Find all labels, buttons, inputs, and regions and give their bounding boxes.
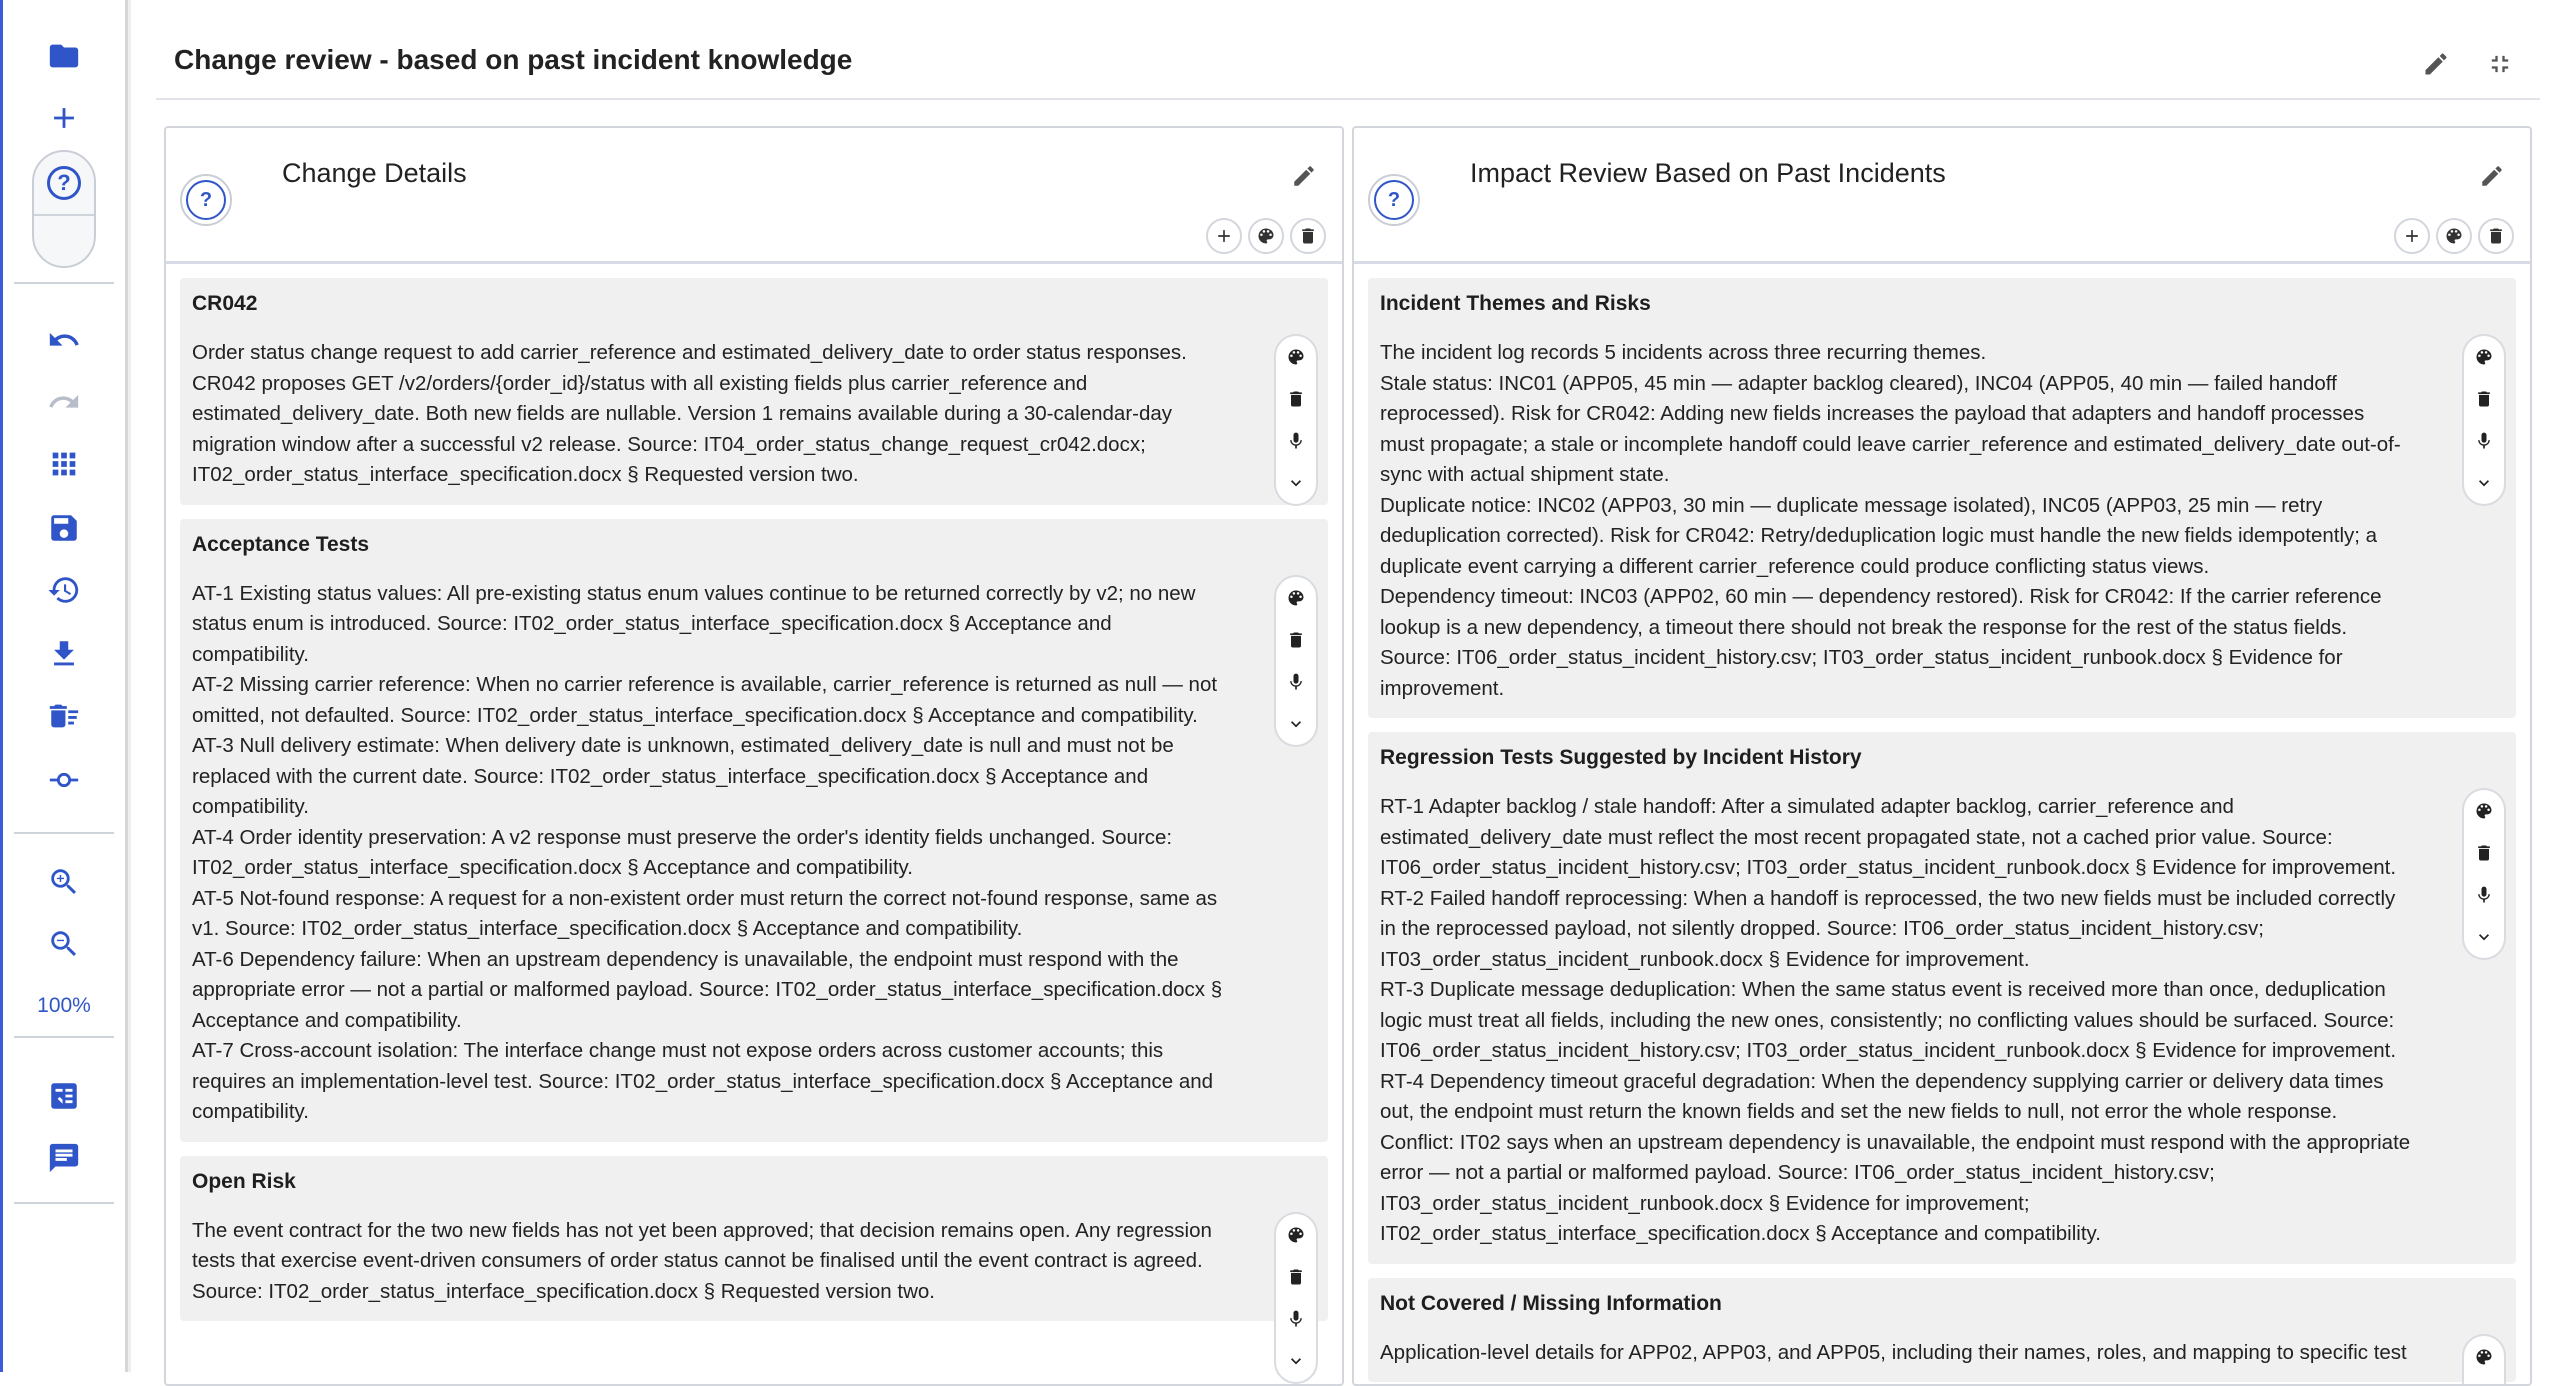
card-text-line: AT-7 Cross-account isolation: The interface change must not expose orders across customer accounts; this (192, 1036, 1248, 1067)
zoom-in-icon[interactable] (40, 858, 88, 906)
card-text-line: RT-2 Failed handoff reprocessing: When a handoff is reprocessed, the two new fields must be included correctly (1380, 884, 2436, 915)
dictate-button[interactable] (1281, 426, 1311, 456)
card-text-line: IT02_order_status_interface_specification.docx § Acceptance and compatibility. (192, 853, 1248, 884)
folder-icon[interactable] (40, 32, 88, 80)
card-text-line: lookup is a new dependency, a timeout there should not break the response for the rest of the status fields. (1380, 613, 2436, 644)
rail-divider (14, 282, 114, 284)
panel-title: Impact Review Based on Past Incidents (1470, 158, 1946, 189)
trash-icon (1286, 630, 1306, 650)
card-text-line: IT03_order_status_incident_runbook.docx § Evidence for improvement. (1380, 945, 2436, 976)
rail-divider (14, 1036, 114, 1038)
card-text-line: Conflict: IT02 says when an upstream dependency is unavailable, the endpoint must respond with the appropriate (1380, 1128, 2436, 1159)
card-text-line: IT02_order_status_interface_specification.docx § Acceptance and compatibility. (1380, 1219, 2436, 1250)
card-color-button[interactable] (2469, 796, 2499, 826)
panel-title: Change Details (282, 158, 467, 189)
content-card (180, 1156, 1328, 1322)
card-text-line: The incident log records 5 incidents across three recurring themes. (1380, 338, 2436, 369)
card-text-line: The event contract for the two new fields has not yet been approved; that decision remains open. Any regression (192, 1216, 1248, 1247)
dictate-button[interactable] (1281, 1304, 1311, 1334)
microphone-icon (1286, 672, 1306, 692)
expand-card-button[interactable] (1281, 1346, 1311, 1376)
save-icon[interactable] (40, 504, 88, 552)
rail-divider (14, 832, 114, 834)
palette-icon (2474, 1347, 2494, 1367)
chevron-down-icon (1286, 1351, 1306, 1371)
download-icon[interactable] (40, 630, 88, 678)
delete-card-button[interactable] (2469, 838, 2499, 868)
card-text-line: RT-1 Adapter backlog / stale handoff: After a simulated adapter backlog, carrier_reference and (1380, 792, 2436, 823)
card-text-line: improvement. (1380, 674, 2436, 705)
card-title: CR042 (192, 292, 1248, 316)
card-text-line: sync with actual shipment state. (1380, 460, 2436, 491)
card-toolbar (2462, 788, 2506, 960)
impact-review-panel (1352, 126, 2532, 1386)
rail-divider (14, 1202, 114, 1204)
card-color-button[interactable] (2469, 1342, 2499, 1372)
trash-icon (2474, 843, 2494, 863)
card-text-line: appropriate error — not a partial or malformed payload. Source: IT02_order_status_interface_specification.docx § (192, 975, 1248, 1006)
card-text-line: requires an implementation-level test. Source: IT02_order_status_interface_specification.docx § Acceptance and (192, 1067, 1248, 1098)
card-list (1368, 278, 2516, 1386)
card-list (180, 278, 1328, 1335)
card-text-line: Duplicate notice: INC02 (APP03, 30 min — duplicate message isolated), INC05 (APP03, 25 min — retry (1380, 491, 2436, 522)
delete-card-button[interactable] (2469, 384, 2499, 414)
plus-icon (1214, 226, 1234, 246)
card-text-line: AT-2 Missing carrier reference: When no carrier reference is available, carrier_reference is returned as null — not (192, 670, 1248, 701)
dictate-button[interactable] (2469, 880, 2499, 910)
rail-edge (0, 0, 3, 1372)
help-icon[interactable]: ? (186, 180, 226, 220)
card-text-line: error — not a partial or malformed payload. Source: IT06_order_status_incident_history.csv; (1380, 1158, 2436, 1189)
card-color-button[interactable] (1281, 1220, 1311, 1250)
card-color-button[interactable] (1281, 583, 1311, 613)
trash-icon (1286, 389, 1306, 409)
card-text-line: CR042 proposes GET /v2/orders/{order_id}/status with all existing fields plus carrier_reference and (192, 369, 1248, 400)
card-text-line: tests that exercise event-driven consumers of order status cannot be finalised until the event contract is agreed. (192, 1246, 1248, 1277)
palette-icon (2474, 801, 2494, 821)
card-toolbar (1274, 1212, 1318, 1384)
microphone-icon (1286, 1309, 1306, 1329)
card-text-line: Source: IT02_order_status_interface_specification.docx § Requested version two. (192, 1277, 1248, 1308)
card-title: Open Risk (192, 1170, 1248, 1194)
panel-toolbar (1206, 218, 1326, 254)
delete-panel-button[interactable] (1290, 218, 1326, 254)
card-title: Not Covered / Missing Information (1380, 1292, 2436, 1316)
card-text-line: AT-3 Null delivery estimate: When delivery date is unknown, estimated_delivery_date is null and must not be (192, 731, 1248, 762)
microphone-icon (2474, 885, 2494, 905)
delete-list-icon[interactable] (40, 692, 88, 740)
card-text-line: omitted, not defaulted. Source: IT02_order_status_interface_specification.docx § Acceptance and compatibility. (192, 701, 1248, 732)
card-toolbar (1274, 575, 1318, 747)
edit-title-button[interactable] (2416, 44, 2456, 84)
card-title: Regression Tests Suggested by Incident History (1380, 746, 2436, 770)
expand-card-button[interactable] (2469, 468, 2499, 498)
delete-panel-button[interactable] (2478, 218, 2514, 254)
palette-icon (1286, 1225, 1306, 1245)
card-color-button[interactable] (1281, 342, 1311, 372)
delete-card-button[interactable] (1281, 625, 1311, 655)
card-text-line: v1. Source: IT02_order_status_interface_specification.docx § Acceptance and compatibility. (192, 914, 1248, 945)
card-text-line: Dependency timeout: INC03 (APP02, 60 min — dependency restored). Risk for CR042: If the carrier reference (1380, 582, 2436, 613)
card-text-line: AT-5 Not-found response: A request for a non-existent order must return the correct not-found response, same as (192, 884, 1248, 915)
palette-icon (2444, 226, 2464, 246)
trash-icon (2474, 389, 2494, 409)
chevron-down-icon (1286, 714, 1306, 734)
trash-icon (2486, 226, 2506, 246)
card-text-line: Order status change request to add carrier_reference and estimated_delivery_date to order status responses. (192, 338, 1248, 369)
card-text-line: estimated_delivery_date. Both new fields are nullable. Version 1 remains available during a 30-calendar-day (192, 399, 1248, 430)
card-title: Acceptance Tests (192, 533, 1248, 557)
card-color-button[interactable] (2469, 342, 2499, 372)
card-text-line: replaced with the current date. Source: IT02_order_status_interface_specification.docx § Acceptance and (192, 762, 1248, 793)
palette-icon (1286, 588, 1306, 608)
trash-icon (1298, 226, 1318, 246)
card-toolbar (2462, 1334, 2506, 1386)
tool-rail (0, 0, 128, 1372)
panel-color-button[interactable] (1248, 218, 1284, 254)
collapse-button[interactable] (2480, 44, 2520, 84)
card-text-line: Acceptance and compatibility. (192, 1006, 1248, 1037)
palette-icon (1286, 347, 1306, 367)
add-card-button[interactable] (1206, 218, 1242, 254)
help-divider (34, 214, 94, 216)
content-card (1368, 1278, 2516, 1383)
history-icon[interactable] (40, 566, 88, 614)
pencil-icon (2422, 50, 2450, 78)
card-text-line: AT-1 Existing status values: All pre-existing status enum values continue to be returned correctly by v2; no new (192, 579, 1248, 610)
dictate-button[interactable] (1281, 667, 1311, 697)
card-text-line: IT06_order_status_incident_history.csv; IT03_order_status_incident_runbook.docx § Evidence for improvement. (1380, 1036, 2436, 1067)
help-icon[interactable]: ? (1374, 180, 1414, 220)
zoom-level: 100% (20, 994, 108, 1018)
card-text-line: RT-4 Dependency timeout graceful degradation: When the dependency supplying carrier or delivery data times (1380, 1067, 2436, 1098)
delete-card-button[interactable] (1281, 1262, 1311, 1292)
card-text-line: IT06_order_status_incident_history.csv; IT03_order_status_incident_runbook.docx § Evidence for improvement. (1380, 853, 2436, 884)
apps-grid-icon[interactable] (40, 440, 88, 488)
card-text-line: RT-3 Duplicate message deduplication: When the same status event is received more than once, deduplication (1380, 975, 2436, 1006)
card-text-line: IT03_order_status_incident_runbook.docx § Evidence for improvement; (1380, 1189, 2436, 1220)
card-text-line: Stale status: INC01 (APP05, 45 min — adapter backlog cleared), INC04 (APP05, 40 min — failed handoff (1380, 369, 2436, 400)
card-toolbar (1274, 334, 1318, 506)
edit-panel-button[interactable] (1286, 158, 1322, 194)
card-text-line: status enum is introduced. Source: IT02_order_status_interface_specification.docx § Acceptance and (192, 609, 1248, 640)
expand-card-button[interactable] (1281, 709, 1311, 739)
card-text-line: reprocessed). Risk for CR042: Adding new fields increases the payload that adapters and handoff processes (1380, 399, 2436, 430)
card-text-line: AT-6 Dependency failure: When an upstream dependency is unavailable, the endpoint must respond with the (192, 945, 1248, 976)
card-text-line: out, the endpoint must return the known fields and set the new fields to null, not error the whole response. (1380, 1097, 2436, 1128)
delete-card-button[interactable] (1281, 384, 1311, 414)
content-card (1368, 278, 2516, 718)
plus-icon (2402, 226, 2422, 246)
content-card (180, 519, 1328, 1142)
card-text-line: deduplication corrected). Risk for CR042: Retry/deduplication logic must handle the new fields idempotently; a (1380, 521, 2436, 552)
content-card (1368, 732, 2516, 1264)
panel-toolbar (2394, 218, 2514, 254)
card-text-line: compatibility. (192, 792, 1248, 823)
change-details-panel (164, 126, 1344, 1386)
pencil-icon (1291, 163, 1317, 189)
checklist-icon[interactable] (40, 1072, 88, 1120)
chevron-down-icon (1286, 473, 1306, 493)
trash-icon (1286, 1267, 1306, 1287)
expand-card-button[interactable] (1281, 468, 1311, 498)
microphone-icon (2474, 431, 2494, 451)
pencil-icon (2479, 163, 2505, 189)
card-text-line: Application-level details for APP02, APP03, and APP05, including their names, roles, and mapping to specific test (1380, 1338, 2436, 1369)
fullscreen-exit-icon (2486, 50, 2514, 78)
palette-icon (2474, 347, 2494, 367)
card-text-line: AT-4 Order identity preservation: A v2 response must preserve the order's identity fields unchanged. Source: (192, 823, 1248, 854)
commit-icon[interactable] (40, 756, 88, 804)
card-text-line: migration window after a successful v2 release. Source: IT04_order_status_change_request_cr042.docx; (192, 430, 1248, 461)
card-text-line: compatibility. (192, 640, 1248, 671)
card-text-line: compatibility. (192, 1097, 1248, 1128)
undo-icon[interactable] (40, 316, 88, 364)
help-icon[interactable]: ? (47, 166, 81, 200)
chevron-down-icon (2474, 473, 2494, 493)
help-toggle[interactable] (32, 150, 96, 268)
page-title: Change review - based on past incident knowledge (174, 44, 852, 76)
expand-card-button[interactable] (2469, 922, 2499, 952)
card-text-line: must propagate; a stale or incomplete handoff could leave carrier_reference and estimated_delivery_date out-of- (1380, 430, 2436, 461)
card-title: Incident Themes and Risks (1380, 292, 2436, 316)
add-icon[interactable] (40, 94, 88, 142)
card-text-line: estimated_delivery_date must reflect the most recent propagated state, not a cached prior value. Source: (1380, 823, 2436, 854)
edit-panel-button[interactable] (2474, 158, 2510, 194)
panel-header (166, 128, 1342, 264)
panel-color-button[interactable] (2436, 218, 2472, 254)
microphone-icon (1286, 431, 1306, 451)
card-text-line: duplicate event carrying a different carrier_reference could produce conflicting status views. (1380, 552, 2436, 583)
comment-icon[interactable] (40, 1134, 88, 1182)
chevron-down-icon (2474, 927, 2494, 947)
card-text-line: IT02_order_status_interface_specification.docx § Requested version two. (192, 460, 1248, 491)
card-toolbar (2462, 334, 2506, 506)
card-text-line: in the reprocessed payload, not silently dropped. Source: IT06_order_status_incident_history.csv; (1380, 914, 2436, 945)
content-card (180, 278, 1328, 505)
page-header (156, 30, 2540, 100)
add-card-button[interactable] (2394, 218, 2430, 254)
palette-icon (1256, 226, 1276, 246)
zoom-out-icon[interactable] (40, 920, 88, 968)
redo-icon[interactable] (40, 378, 88, 426)
card-text-line: logic must treat all fields, including the new ones, consistently; no conflicting values should be surfaced. Source: (1380, 1006, 2436, 1037)
card-text-line: Source: IT06_order_status_incident_history.csv; IT03_order_status_incident_runbook.docx § Evidence for (1380, 643, 2436, 674)
panel-header (1354, 128, 2530, 264)
dictate-button[interactable] (2469, 426, 2499, 456)
